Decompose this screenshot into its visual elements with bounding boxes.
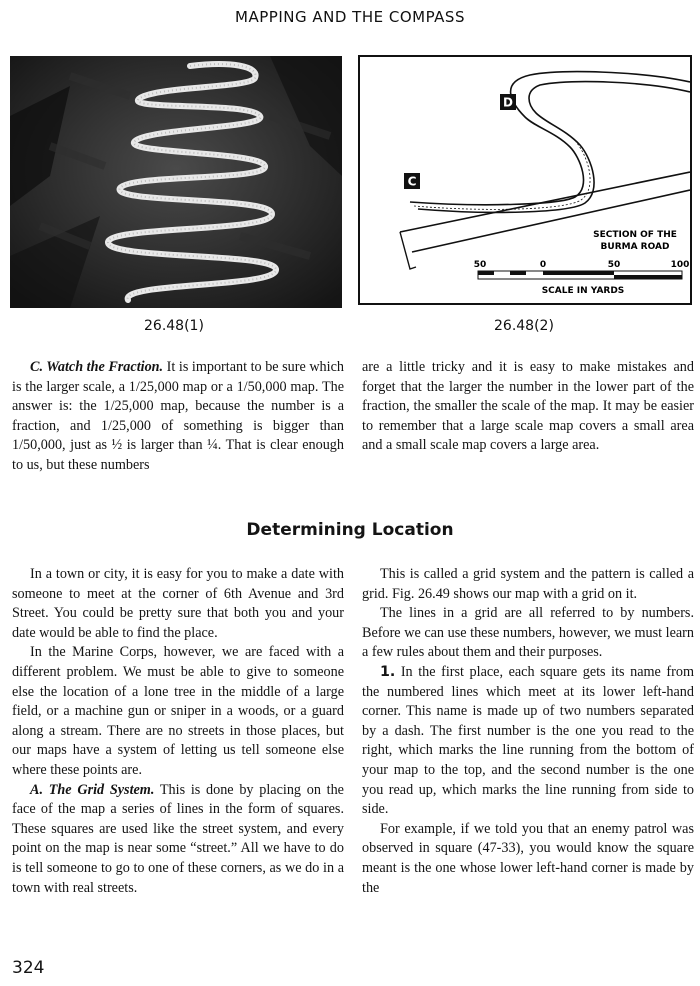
body-column-right <box>362 565 694 898</box>
fraction-text: It is important to be sure which is the larger scale, a 1/25,000 map or a 1/50,000 map. The answer is: the 1/25,000 map, because the number is a fraction, and 1/25,000 of something is bigger than 1/50,000, just as ½ is larger than ¼. That is clear enough to us, but these numbers <box>12 359 344 473</box>
fraction-column-right <box>362 358 694 456</box>
section-heading: Determining Location <box>246 520 454 540</box>
scale-bar <box>478 271 682 279</box>
map-title-line2: BURMA ROAD <box>600 242 670 252</box>
paragraph: For example, if we told you that an enemy patrol was observed in square (47-33), you would know the square meant is the one whose lower left-hand corner is made by the <box>362 820 694 896</box>
subsection-title-a: A. The Grid System. <box>30 781 155 798</box>
fraction-continued-text: are a little tricky and it is easy to make mistakes and forget that the larger the number in the lower part of the fraction, the smaller the scale of the map. It may be easier to remember that a large scale map covers a small area and a small scale map covers a large area. <box>362 359 694 454</box>
aerial-photo <box>10 56 342 308</box>
page-number: 324 <box>12 958 45 978</box>
paragraph: The lines in a grid are all referred to by numbers. Before we can use these numbers, however, we must learn a few rules about them and their purposes. <box>362 605 694 661</box>
paragraph: In a town or city, it is easy for you to make a date with someone to meet at the corner of 6th Avenue and 3rd Street. You could be pretty sure that both you and your date would be able to find the place. <box>12 566 344 641</box>
paragraph: In the Marine Corps, however, we are faced with a different problem. We must be able to give to someone else the location of a lone tree in the middle of a large field, or a machine gun or sniper in a woods, or a guard along a stream. There are no streets in those places, but our maps have a system of letting us tell someone else where these points are. <box>12 644 344 778</box>
scale-tick-label: 50 <box>607 260 621 270</box>
scale-tick-label: 0 <box>539 260 547 270</box>
grid-system-paragraph <box>12 781 344 899</box>
body-column-left <box>12 565 344 898</box>
scale-tick-label: 50 <box>473 260 487 270</box>
burma-road-map <box>358 55 692 305</box>
figure-caption-right: 26.48(2) <box>494 318 554 334</box>
map-title-line1: SECTION OF THE <box>593 230 677 240</box>
running-title: MAPPING AND THE COMPASS <box>235 8 465 26</box>
rule-number: 1. <box>380 663 396 680</box>
map-drawing <box>360 57 690 303</box>
paragraph: This is called a grid system and the pattern is called a grid. Fig. 26.49 shows our map with a grid on it. <box>362 566 694 602</box>
scale-label: SCALE IN YARDS <box>541 286 625 296</box>
marker-c-label: C <box>407 174 417 189</box>
fraction-column-left <box>12 358 344 476</box>
scale-tick-label: 100 <box>670 260 690 270</box>
rule-one-text: In the first place, each square gets its name from the numbered lines which meet at its lower left-hand corner. This name is made up of two numbers separated by a dash. The first number is the one you read to the right, which marks the line running from the bottom of your map to the top, and the second number is the one you read up, which marks the line running from side to side. <box>362 663 694 818</box>
marker-d-label: D <box>503 95 513 110</box>
figure-caption-left: 26.48(1) <box>144 318 204 334</box>
aerial-road-image <box>10 56 342 308</box>
fraction-paragraph <box>12 358 344 476</box>
rule-one-paragraph <box>362 663 694 820</box>
subsection-title-c: C. Watch the Fraction. <box>30 359 164 375</box>
grid-system-text: This is done by placing on the face of the map a series of lines in the form of squares. These squares are used like the street system, and every point on the map is near some “street.” All we have to do is tell someone to go to one of these corners, as we do in a town with real streets. <box>12 781 344 896</box>
